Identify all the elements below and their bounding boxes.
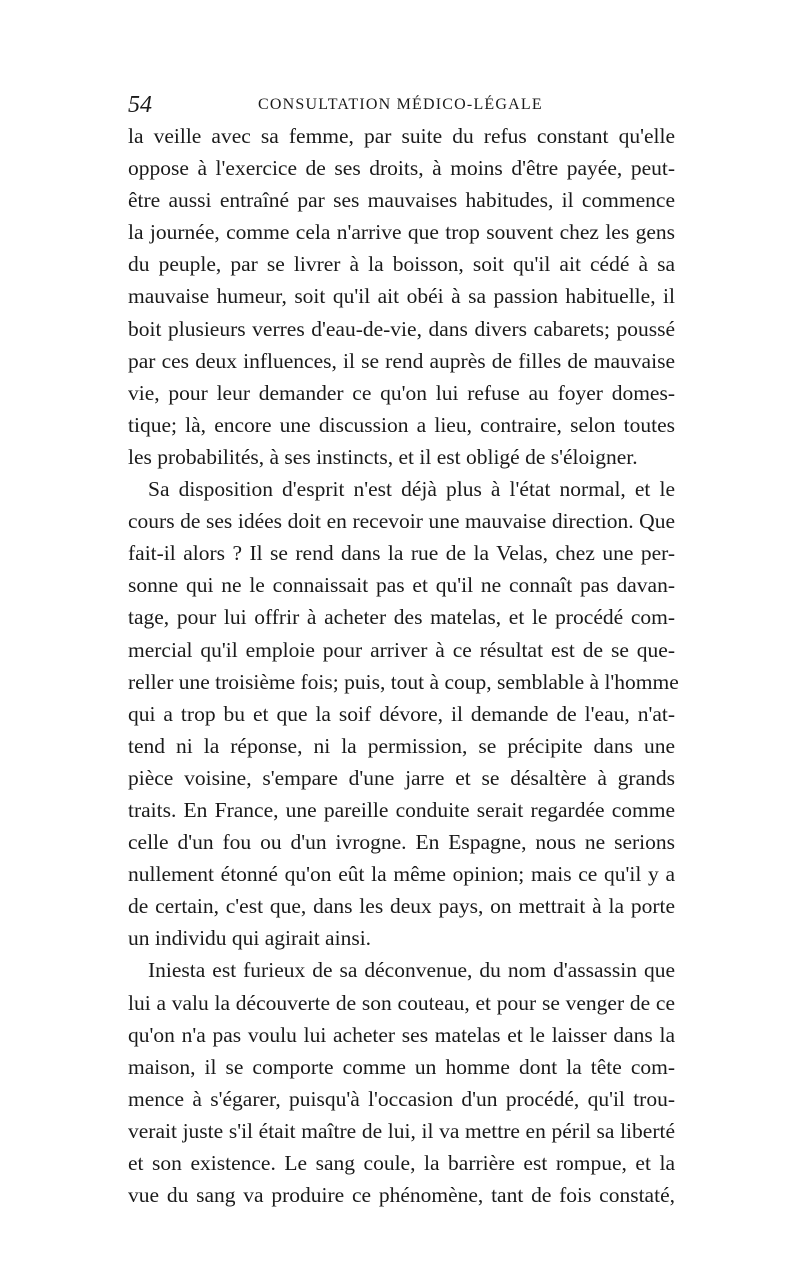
text-line: la journée, comme cela n'arrive que trop souvent chez les gens <box>128 220 675 245</box>
text-line: mauvaise humeur, soit qu'il ait obéi à sa passion habituelle, il <box>128 284 675 309</box>
text-line: Sa disposition d'esprit n'est déjà plus à l'état normal, et le <box>148 477 675 502</box>
page-header <box>128 90 673 120</box>
paragraph <box>128 473 679 954</box>
page-number: 54 <box>128 92 152 118</box>
running-head: CONSULTATION MÉDICO-LÉGALE <box>258 96 543 113</box>
text-line: les probabilités, à ses instincts, et il est obligé de s'éloigner. <box>128 444 638 469</box>
text-line: tage, pour lui offrir à acheter des matelas, et le procédé com- <box>128 605 675 630</box>
text-line: mercial qu'il emploie pour arriver à ce résultat est de se que- <box>128 637 675 662</box>
text-line: un individu qui agirait ainsi. <box>128 926 372 951</box>
text-line: pièce voisine, s'empare d'une jarre et se désaltère à grands <box>128 765 675 790</box>
text-line: fait-il alors ? Il se rend dans la rue de la Velas, chez une per- <box>128 541 675 566</box>
text-line: par ces deux influences, il se rend auprès de filles de mauvaise <box>128 348 675 373</box>
text-line: Iniesta est furieux de sa déconvenue, du nom d'assassin que <box>148 958 675 983</box>
text-line: de certain, c'est que, dans les deux pays, on mettrait à la porte <box>128 894 675 919</box>
text-line: du peuple, par se livrer à la boisson, soit qu'il ait cédé à sa <box>128 252 675 277</box>
text-line: oppose à l'exercice de ses droits, à moins d'être payée, peut- <box>128 156 675 181</box>
text-line: nullement étonné qu'on eût la même opinion; mais ce qu'il y a <box>128 862 675 887</box>
text-line: vue du sang va produire ce phénomène, tant de fois constaté, <box>128 1183 675 1208</box>
text-line: mence à s'égarer, puisqu'à l'occasion d'un procédé, qu'il trou- <box>128 1086 675 1111</box>
text-line: maison, il se comporte comme un homme dont la tête com- <box>128 1054 675 1079</box>
text-line: tique; là, encore une discussion a lieu, contraire, selon toutes <box>128 412 675 437</box>
text-line: qu'on n'a pas voulu lui acheter ses matelas et le laisser dans la <box>128 1022 675 1047</box>
text-line: vie, pour leur demander ce qu'on lui refuse au foyer domes- <box>128 380 675 405</box>
text-line: celle d'un fou ou d'un ivrogne. En Espagne, nous ne serions <box>128 830 675 855</box>
paragraph <box>128 954 675 1211</box>
paragraph <box>128 120 675 473</box>
text-line: reller une troisième fois; puis, tout à coup, semblable à l'homme <box>128 669 679 694</box>
text-line: être aussi entraîné par ses mauvaises habitudes, il commence <box>128 188 675 213</box>
text-line: tend ni la réponse, ni la permission, se précipite dans une <box>128 733 675 758</box>
text-line: boit plusieurs verres d'eau-de-vie, dans divers cabarets; poussé <box>128 316 675 341</box>
text-line: lui a valu la découverte de son couteau, et pour se venger de ce <box>128 990 675 1015</box>
text-line: traits. En France, une pareille conduite serait regardée comme <box>128 797 675 822</box>
text-line: cours de ses idées doit en recevoir une mauvaise direction. Que <box>128 509 675 534</box>
text-line: verait juste s'il était maître de lui, il va mettre en péril sa liberté <box>128 1118 675 1143</box>
text-line: qui a trop bu et que la soif dévore, il demande de l'eau, n'at- <box>128 701 675 726</box>
body-text <box>128 120 679 1211</box>
text-line: sonne qui ne le connaissait pas et qu'il ne connaît pas davan- <box>128 573 675 598</box>
text-line: la veille avec sa femme, par suite du refus constant qu'elle <box>128 124 675 148</box>
text-line: et son existence. Le sang coule, la barrière est rompue, et la <box>128 1151 675 1175</box>
